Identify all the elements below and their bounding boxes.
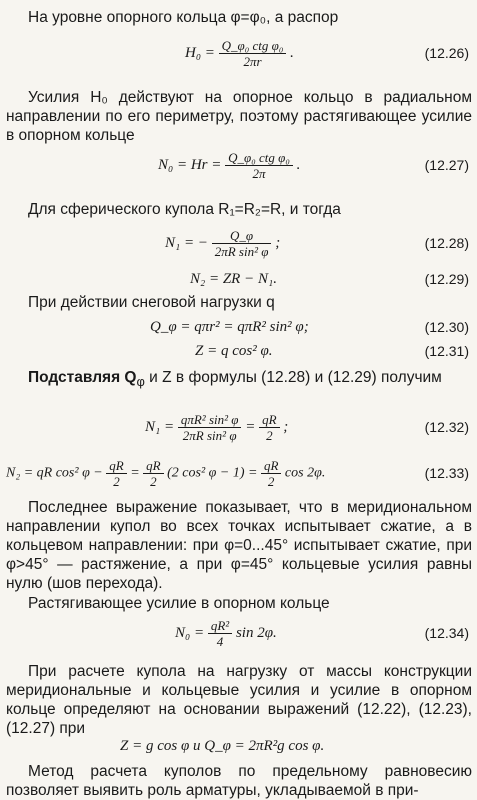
eq-text: Z = q cos² φ.	[195, 343, 273, 359]
eq-text: Z = g cos φ и Q_φ = 2πR²g cos φ.	[120, 738, 325, 754]
eq-fraction	[178, 412, 242, 443]
eq-lhs: N₁ =	[145, 418, 175, 435]
equation-conditions	[0, 737, 477, 761]
eq-num: qR	[143, 458, 163, 474]
eq-den: 2	[150, 474, 157, 489]
eq-num: Q_φ₀ ctg φ₀	[225, 150, 293, 166]
eq-mid: =	[245, 418, 256, 435]
eq-num: Q_φ₀ ctg φ₀	[219, 38, 287, 54]
eq-fraction	[212, 228, 272, 259]
eq-number: (12.27)	[424, 157, 469, 173]
eq-lhs: N₀ = Hr =	[158, 156, 222, 173]
eq-number: (12.30)	[424, 319, 469, 335]
paragraph-8: При расчете купола на нагрузку от массы конструкции меридиональные и кольцевые усилия и усилие в опорном кольце определяют на основании выражений (12.22), (12.23), (12.27) при	[6, 663, 472, 737]
equation-12-27	[0, 150, 477, 181]
eq-num: qR	[106, 458, 126, 474]
text-line-1: На уровне опорного кольца φ=φ₀, а распор	[28, 9, 339, 26]
eq-den: 2	[267, 474, 275, 489]
p5-lead: Подставляя Q	[28, 369, 137, 386]
paragraph-5	[6, 368, 472, 391]
eq-den: 2	[113, 474, 120, 489]
equation-12-31	[0, 342, 477, 366]
eq-part: N₂ = qR cos² φ −	[6, 465, 103, 481]
paragraph-2: Усилия H₀ действуют на опорное кольцо в радиальном направлении по его периметру, поэтому растягивающее усилие в опорном кольце	[6, 89, 472, 144]
eq-part: cos 2φ.	[284, 465, 326, 481]
eq-num: qπR² sin² φ	[178, 412, 242, 428]
eq-number: (12.34)	[424, 625, 469, 641]
p5-sub: φ	[136, 374, 145, 390]
eq-den: 2π	[252, 166, 266, 181]
eq-fraction	[143, 458, 163, 489]
eq-text: Q_φ = qπr² = qπR² sin² φ;	[150, 319, 309, 335]
eq-den: 2πR sin² φ	[214, 244, 269, 259]
eq-part: (2 cos² φ − 1) =	[167, 465, 258, 481]
eq-tail: .	[296, 156, 301, 173]
eq-tail: .	[290, 44, 294, 61]
equation-12-28	[0, 228, 477, 259]
equation-12-33	[0, 458, 477, 489]
equation-12-34	[0, 618, 477, 649]
eq-number: (12.29)	[424, 271, 469, 287]
eq-tail: sin 2φ.	[235, 624, 277, 641]
eq-num: qR²	[208, 618, 232, 634]
eq-den: 2πr	[243, 54, 262, 69]
eq-lhs: N₁ = −	[165, 234, 208, 251]
eq-part: =	[130, 465, 140, 481]
eq-lhs: H₀ =	[185, 44, 215, 61]
eq-number: (12.28)	[424, 235, 469, 251]
eq-tail: ;	[283, 418, 289, 435]
equation-12-29	[0, 270, 477, 294]
paragraph-3: Для сферического купола R₁=R₂=R, и тогда	[28, 201, 341, 218]
eq-num: qR	[259, 412, 279, 428]
eq-fraction	[219, 38, 287, 69]
paragraph-6: Последнее выражение показывает, что в меридиональном направлении купол во всех точках испытывает сжатие, а в кольцевом направлении: при φ=0...45° испытывает сжатие, при φ>45° — растяжение, а при φ=45° кольцевые усилия равны нулю (шов перехода).	[6, 499, 472, 592]
eq-fraction	[106, 458, 126, 489]
eq-fraction-2	[259, 412, 279, 443]
eq-num: qR	[261, 458, 281, 474]
eq-fraction	[208, 618, 232, 649]
eq-text: N₂ = ZR − N₁.	[190, 271, 277, 287]
eq-number: (12.26)	[424, 45, 469, 61]
p5-rest: и Z в формулы (12.28) и (12.29) получим	[144, 369, 442, 386]
eq-fraction	[261, 458, 281, 489]
eq-number: (12.32)	[424, 419, 469, 435]
equation-12-32	[0, 412, 477, 443]
eq-den: 2πR sin² φ	[182, 428, 237, 443]
eq-num: Q_φ	[212, 228, 272, 244]
paragraph-9: Метод расчета куполов по предельному равновесию позволяет выявить роль арматуры, укладываемой в при-	[6, 763, 472, 799]
equation-12-30	[0, 318, 477, 342]
paragraph-7: Растягивающее усилие в опорном кольце	[28, 595, 330, 612]
eq-tail: ;	[275, 234, 281, 251]
eq-number: (12.33)	[424, 465, 469, 481]
eq-number: (12.31)	[424, 343, 469, 359]
eq-den: 4	[216, 634, 224, 649]
eq-lhs: N₀ =	[175, 624, 205, 641]
paragraph-4: При действии снеговой нагрузки q	[28, 294, 275, 311]
equation-12-26	[0, 38, 477, 69]
eq-den: 2	[266, 428, 273, 443]
eq-fraction	[225, 150, 293, 181]
